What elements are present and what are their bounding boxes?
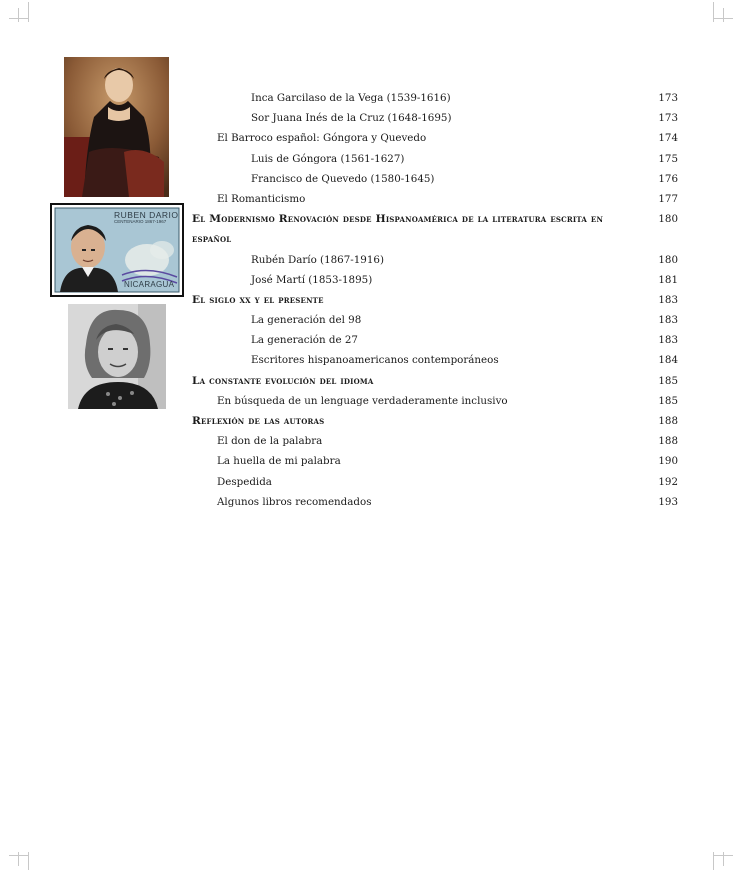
stamp-country-text: NICARAGUA bbox=[124, 280, 175, 289]
toc-entry-page: 174 bbox=[658, 132, 678, 145]
toc-entry-label: El Romanticismo bbox=[217, 192, 306, 205]
toc-entry-label: Francisco de Quevedo (1580-1645) bbox=[251, 172, 435, 185]
toc-entry[interactable] bbox=[192, 128, 678, 148]
toc-entry-label: Rubén Darío (1867-1916) bbox=[251, 253, 384, 266]
toc-entry-page: 181 bbox=[658, 273, 678, 286]
toc-entry[interactable] bbox=[192, 350, 678, 370]
toc-entry-page: 185 bbox=[658, 394, 678, 407]
toc-entry-page: 185 bbox=[658, 374, 678, 387]
stamp-ruben-dario bbox=[50, 203, 184, 297]
crop-mark-bottom-right-v2 bbox=[723, 852, 724, 866]
toc-entry-page: 173 bbox=[658, 92, 678, 104]
toc-section-label: Reflexión de las autoras bbox=[192, 415, 325, 428]
toc-entry-label: Sor Juana Inés de la Cruz (1648-1695) bbox=[251, 112, 452, 125]
stamp-sub-text: CENTENARIO 1867-1967 bbox=[114, 219, 167, 224]
crop-mark-bottom-left-v bbox=[28, 852, 29, 870]
toc-entry-label: En búsqueda de un lenguage verdaderamente inclusivo bbox=[217, 394, 508, 407]
toc-entry-label: La huella de mi palabra bbox=[217, 455, 341, 468]
toc-entry-page: 184 bbox=[658, 354, 678, 367]
crop-mark-top-right-v bbox=[713, 2, 714, 22]
stamp-name-text: RUBEN DARIO bbox=[114, 210, 179, 220]
portrait-painting-woman bbox=[64, 57, 169, 197]
toc-entry[interactable] bbox=[192, 149, 678, 169]
toc-entry[interactable] bbox=[192, 330, 678, 350]
toc-entry-page: 188 bbox=[658, 415, 678, 428]
toc-entry-label: Escritores hispanoamericanos contemporáneos bbox=[251, 354, 499, 367]
toc-section-heading[interactable] bbox=[192, 411, 678, 431]
toc-entry[interactable] bbox=[192, 270, 678, 290]
toc-section-heading[interactable] bbox=[192, 371, 678, 391]
portrait-photo-woman bbox=[68, 304, 166, 409]
toc-entry-label: Algunos libros recomendados bbox=[217, 495, 372, 508]
toc-section-heading[interactable] bbox=[192, 290, 678, 310]
toc-entry-label: El don de la palabra bbox=[217, 435, 323, 448]
toc-entry-page: 192 bbox=[658, 475, 678, 488]
toc-entry[interactable] bbox=[192, 108, 678, 128]
toc-entry[interactable] bbox=[192, 169, 678, 189]
toc-entry-page: 180 bbox=[658, 213, 678, 226]
toc-entry-page: 175 bbox=[658, 152, 678, 165]
toc-entry-label: La generación del 98 bbox=[251, 314, 362, 327]
toc-section-heading[interactable] bbox=[192, 209, 678, 249]
toc-entry[interactable] bbox=[192, 391, 678, 411]
toc-entry-label: Despedida bbox=[217, 475, 272, 488]
toc-entry-page: 173 bbox=[658, 112, 678, 125]
toc-entry[interactable] bbox=[192, 250, 678, 270]
toc-entry-label: El Barroco español: Góngora y Quevedo bbox=[217, 132, 427, 145]
toc-entry-page: 183 bbox=[658, 314, 678, 327]
toc-entry-page: 176 bbox=[658, 172, 678, 185]
toc-entry-label: Luis de Góngora (1561-1627) bbox=[251, 152, 405, 165]
toc-entry-label: José Martí (1853-1895) bbox=[251, 273, 373, 286]
toc-entry[interactable] bbox=[192, 451, 678, 471]
crop-mark-bottom-right-v bbox=[713, 852, 714, 870]
toc-entry-page: 183 bbox=[658, 293, 678, 306]
toc-entry[interactable] bbox=[192, 88, 678, 108]
crop-mark-top-right-v2 bbox=[723, 8, 724, 22]
crop-mark-top-left-v bbox=[28, 2, 29, 22]
toc-entry-label: La generación de 27 bbox=[251, 334, 358, 347]
toc-entry-page: 180 bbox=[658, 253, 678, 266]
toc-entry-label: Inca Garcilaso de la Vega (1539-1616) bbox=[251, 92, 451, 104]
toc-section-label: El Modernismo Renovación desde Hispanoamérica de la literatura escrita en español bbox=[192, 213, 604, 246]
toc-entry[interactable] bbox=[192, 431, 678, 451]
crop-mark-top-left-v2 bbox=[18, 8, 19, 22]
toc-entry[interactable] bbox=[192, 189, 678, 209]
crop-mark-bottom-left-v2 bbox=[18, 852, 19, 866]
toc-entry[interactable] bbox=[192, 492, 678, 512]
toc-entry[interactable] bbox=[192, 310, 678, 330]
toc-entry-page: 190 bbox=[658, 455, 678, 468]
table-of-contents bbox=[192, 88, 678, 512]
toc-entry-page: 193 bbox=[658, 495, 678, 508]
toc-entry-page: 177 bbox=[658, 192, 678, 205]
toc-section-label: La constante evolución del idioma bbox=[192, 374, 374, 387]
toc-entry[interactable] bbox=[192, 472, 678, 492]
toc-section-label: El siglo xx y el presente bbox=[192, 293, 324, 306]
toc-entry-page: 188 bbox=[658, 435, 678, 448]
toc-entry-page: 183 bbox=[658, 334, 678, 347]
